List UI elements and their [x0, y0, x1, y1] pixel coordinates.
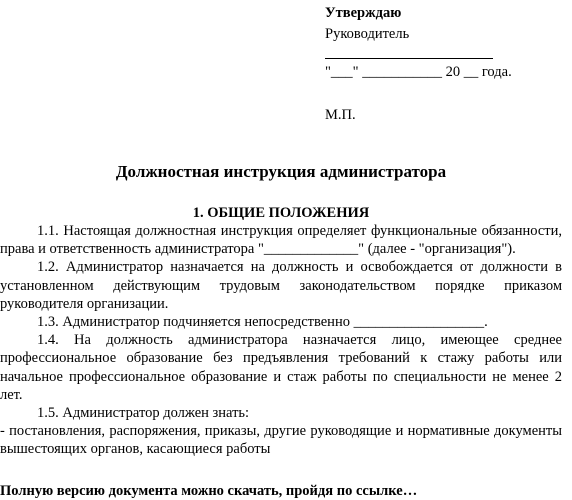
signature-line [325, 58, 493, 59]
stamp-placeholder: М.П. [325, 107, 356, 123]
approval-date-line: "___" ___________ 20 __ года. [325, 64, 512, 80]
paragraph-1-1: 1.1. Настоящая должностная инструкция определяет функциональные обязанности, права и ответственность администратора "_____________" (далее - "организация"). [0, 223, 562, 258]
paragraph-list-item: - постановления, распоряжения, приказы, другие руководящие и нормативные документы вышестоящих органов, касающиеся работы [0, 423, 562, 458]
paragraph-1-5: 1.5. Администратор должен знать: [37, 405, 250, 422]
approval-role: Руководитель [325, 26, 410, 42]
document-title: Должностная инструкция администратора [115, 162, 447, 181]
section-title: 1. ОБЩИЕ ПОЛОЖЕНИЯ [192, 205, 370, 221]
document-body [0, 222, 562, 459]
approval-heading: Утверждаю [325, 5, 402, 21]
approval-block [325, 3, 565, 125]
download-link[interactable]: Полную версию документа можно скачать, пройдя по ссылке… [0, 483, 418, 499]
paragraph-1-4: 1.4. На должность администратора назначается лицо, имеющее среднее профессиональное образование без предъявления требований к стажу работы или начальное профессиональное образование и стаж работы по специальности не менее 2 лет. [0, 332, 562, 403]
paragraph-1-2: 1.2. Администратор назначается на должность и освобождается от должности в установленном действующим трудовым законодательством порядке приказом руководителя организации. [0, 259, 562, 312]
paragraph-1-3: 1.3. Администратор подчиняется непосредственно __________________. [37, 314, 488, 331]
